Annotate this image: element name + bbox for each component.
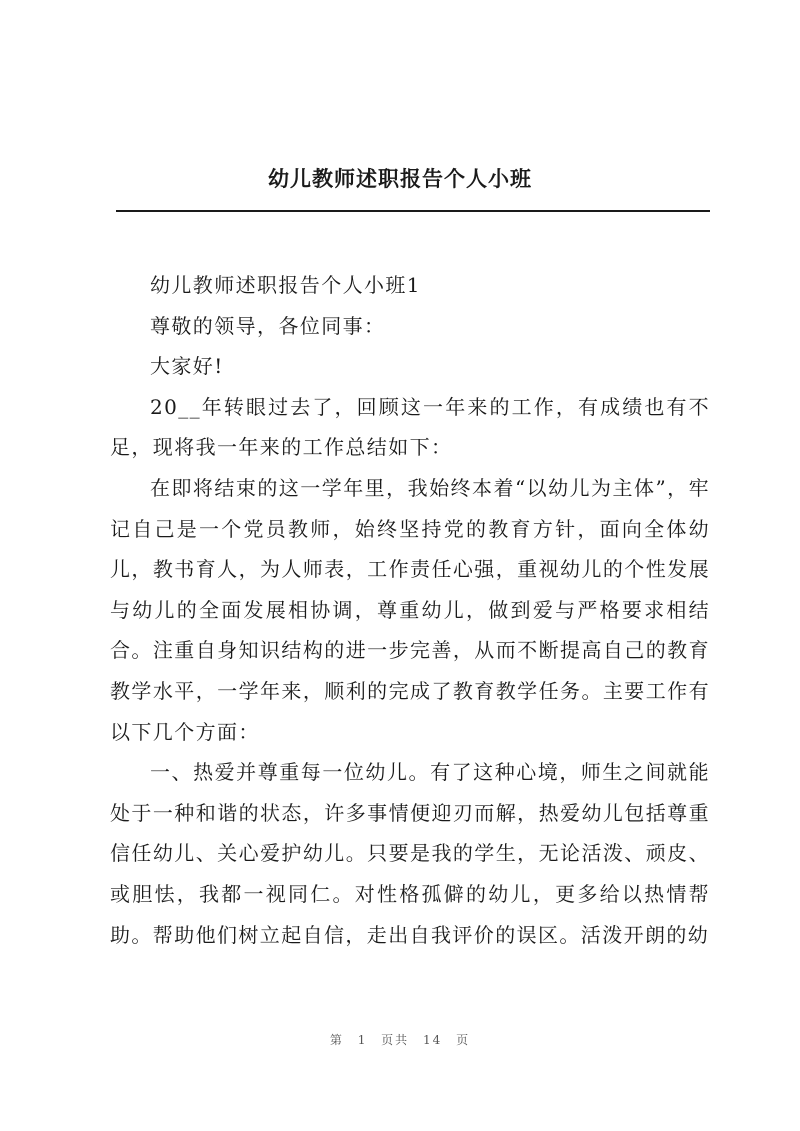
paragraph-intro: 20__年转眼过去了，回顾这一年来的工作，有成绩也有不足，现将我一年来的工作总结如下： <box>110 394 710 460</box>
footer-page-total: 14 <box>423 1033 443 1047</box>
document-title: 幼儿教师述职报告个人小班 <box>268 166 532 191</box>
page-footer <box>0 1030 800 1050</box>
paragraph-heading: 幼儿教师述职报告个人小班1 <box>150 273 421 297</box>
title-divider <box>116 210 710 212</box>
footer-prefix: 第 <box>329 1033 344 1047</box>
footer-page-number: 1 <box>357 1033 368 1047</box>
paragraph-point-one: 一、热爱并尊重每一位幼儿。有了这种心境，师生之间就能处于一种和谐的状态，许多事情便迎刃而解，热爱幼儿包括尊重信任幼儿、关心爱护幼儿。只要是我的学生，无论活泼、顽皮、或胆怯，我都一视同仁。对性格孤僻的幼儿，更多给以热情帮助。帮助他们树立起自信，走出自我评价的误区。活泼开朗的幼 <box>110 760 710 947</box>
paragraph-salutation: 尊敬的领导，各位同事： <box>150 313 386 338</box>
footer-suffix: 页 <box>456 1033 471 1047</box>
document-body <box>110 265 710 955</box>
paragraph-greeting: 大家好! <box>150 354 224 379</box>
paragraph-summary: 在即将结束的这一学年里，我始终本着“以幼儿为主体”，牢记自己是一个党员教师，始终坚持党的教育方针，面向全体幼儿，教书育人，为人师表，工作责任心强，重视幼儿的个性发展与幼儿的全面发展相协调，尊重幼儿，做到爱与严格要求相结合。注重自身知识结构的进一步完善，从而不断提高自己的教育教学水平，一学年来，顺利的完成了教育教学任务。主要工作有以下几个方面： <box>110 475 710 744</box>
footer-middle: 页共 <box>381 1033 410 1047</box>
